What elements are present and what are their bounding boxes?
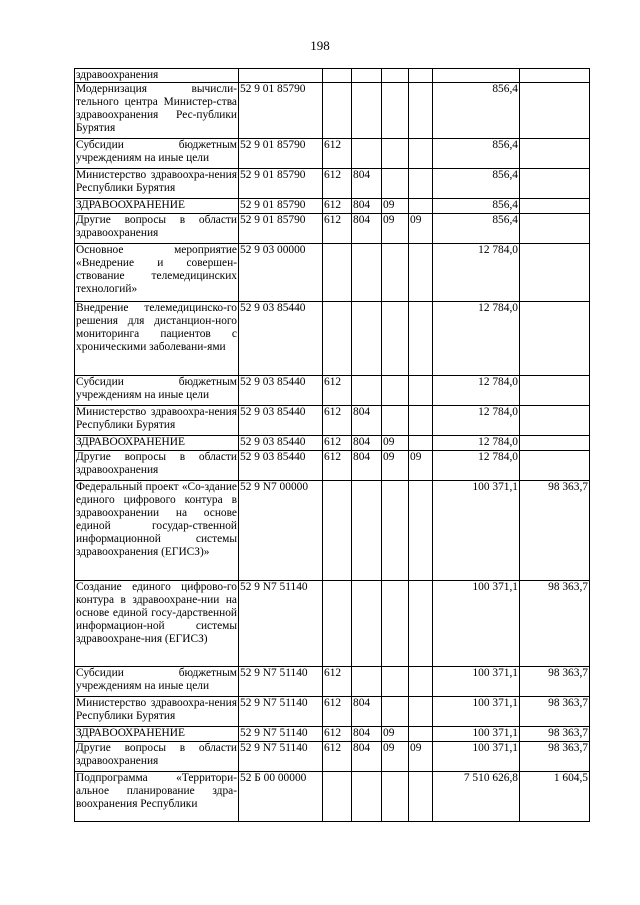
ministry-code-cell: 804 — [352, 169, 382, 199]
amount-second-cell — [520, 214, 590, 244]
table-row — [75, 451, 590, 481]
target-article-code-cell: 52 9 N7 51140 — [239, 667, 323, 697]
row-name-cell: Основное мероприятие «Внедрение и совершен-ствование телемедицинских технологий» — [75, 244, 239, 302]
expense-type-code-cell — [323, 772, 352, 822]
amount-second-cell — [520, 139, 590, 169]
subsection-code-cell — [409, 69, 433, 83]
row-name-cell: Внедрение телемедицинско-го решения для дистанцион-ного мониторинга пациентов с хроническими заболевани-ями — [75, 302, 239, 376]
table-row — [75, 169, 590, 199]
ministry-code-cell: 804 — [352, 742, 382, 772]
subsection-code-cell: 09 — [409, 451, 433, 481]
subsection-code-cell — [409, 302, 433, 376]
subsection-code-cell — [409, 727, 433, 742]
row-name-cell: Другие вопросы в области здравоохранения — [75, 214, 239, 244]
amount-first-cell: 12 784,0 — [433, 451, 520, 481]
amount-first-cell — [433, 69, 520, 83]
subsection-code-cell — [409, 481, 433, 581]
target-article-code-cell: 52 9 03 85440 — [239, 302, 323, 376]
subsection-code-cell — [409, 139, 433, 169]
expense-type-code-cell: 612 — [323, 376, 352, 406]
table-row — [75, 406, 590, 436]
target-article-code-cell: 52 9 03 85440 — [239, 451, 323, 481]
row-name-cell: Министерство здравоохра-нения Республики Бурятия — [75, 697, 239, 727]
amount-second-cell: 98 363,7 — [520, 742, 590, 772]
ministry-code-cell — [352, 302, 382, 376]
section-code-cell — [382, 244, 409, 302]
amount-second-cell: 98 363,7 — [520, 581, 590, 667]
amount-second-cell — [520, 302, 590, 376]
expense-type-code-cell: 612 — [323, 697, 352, 727]
amount-second-cell — [520, 69, 590, 83]
expense-type-code-cell: 612 — [323, 199, 352, 214]
section-code-cell — [382, 772, 409, 822]
row-name-cell: ЗДРАВООХРАНЕНИЕ — [75, 436, 239, 451]
target-article-code-cell: 52 9 01 85790 — [239, 214, 323, 244]
expense-type-code-cell: 612 — [323, 742, 352, 772]
expense-type-code-cell: 612 — [323, 436, 352, 451]
amount-first-cell: 856,4 — [433, 139, 520, 169]
row-name-cell: здравоохранения — [75, 69, 239, 83]
amount-first-cell: 856,4 — [433, 169, 520, 199]
table-row — [75, 83, 590, 139]
row-name-cell: Другие вопросы в области здравоохранения — [75, 742, 239, 772]
subsection-code-cell — [409, 581, 433, 667]
expense-type-code-cell — [323, 83, 352, 139]
section-code-cell — [382, 697, 409, 727]
row-name-cell: Субсидии бюджетным учреждениям на иные цели — [75, 376, 239, 406]
section-code-cell — [382, 69, 409, 83]
ministry-code-cell: 804 — [352, 697, 382, 727]
table-row — [75, 436, 590, 451]
target-article-code-cell: 52 9 01 85790 — [239, 199, 323, 214]
target-article-code-cell: 52 Б 00 00000 — [239, 772, 323, 822]
target-article-code-cell: 52 9 01 85790 — [239, 139, 323, 169]
row-name-cell: Субсидии бюджетным учреждениям на иные цели — [75, 139, 239, 169]
row-name-cell: Министерство здравоохра-нения Республики Бурятия — [75, 169, 239, 199]
section-code-cell — [382, 139, 409, 169]
ministry-code-cell — [352, 772, 382, 822]
ministry-code-cell: 804 — [352, 406, 382, 436]
subsection-code-cell — [409, 244, 433, 302]
ministry-code-cell — [352, 69, 382, 83]
subsection-code-cell: 09 — [409, 214, 433, 244]
subsection-code-cell — [409, 406, 433, 436]
table-row — [75, 581, 590, 667]
subsection-code-cell — [409, 169, 433, 199]
ministry-code-cell: 804 — [352, 214, 382, 244]
budget-table — [74, 68, 590, 822]
amount-second-cell — [520, 451, 590, 481]
row-name-cell: Субсидии бюджетным учреждениям на иные цели — [75, 667, 239, 697]
section-code-cell — [382, 83, 409, 139]
ministry-code-cell — [352, 481, 382, 581]
ministry-code-cell: 804 — [352, 436, 382, 451]
ministry-code-cell — [352, 376, 382, 406]
table-row — [75, 727, 590, 742]
amount-second-cell — [520, 83, 590, 139]
target-article-code-cell: 52 9 01 85790 — [239, 169, 323, 199]
target-article-code-cell: 52 9 03 85440 — [239, 406, 323, 436]
table-row — [75, 214, 590, 244]
section-code-cell — [382, 581, 409, 667]
expense-type-code-cell: 612 — [323, 169, 352, 199]
table-row — [75, 244, 590, 302]
amount-first-cell: 100 371,1 — [433, 697, 520, 727]
row-name-cell: Подпрограмма «Территори-альное планирование здра-воохранения Республики — [75, 772, 239, 822]
section-code-cell: 09 — [382, 451, 409, 481]
amount-first-cell: 856,4 — [433, 83, 520, 139]
subsection-code-cell — [409, 83, 433, 139]
expense-type-code-cell — [323, 69, 352, 83]
table-body — [75, 69, 590, 822]
amount-second-cell — [520, 244, 590, 302]
ministry-code-cell: 804 — [352, 727, 382, 742]
amount-second-cell — [520, 406, 590, 436]
target-article-code-cell: 52 9 N7 00000 — [239, 481, 323, 581]
target-article-code-cell: 52 9 N7 51140 — [239, 581, 323, 667]
target-article-code-cell: 52 9 03 85440 — [239, 436, 323, 451]
expense-type-code-cell — [323, 481, 352, 581]
table-row — [75, 667, 590, 697]
amount-second-cell: 98 363,7 — [520, 481, 590, 581]
amount-first-cell: 100 371,1 — [433, 667, 520, 697]
ministry-code-cell — [352, 667, 382, 697]
row-name-cell: ЗДРАВООХРАНЕНИЕ — [75, 727, 239, 742]
expense-type-code-cell: 612 — [323, 667, 352, 697]
subsection-code-cell — [409, 376, 433, 406]
amount-first-cell: 12 784,0 — [433, 406, 520, 436]
ministry-code-cell — [352, 139, 382, 169]
table-row — [75, 199, 590, 214]
table-row — [75, 139, 590, 169]
amount-second-cell — [520, 376, 590, 406]
row-name-cell: Создание единого цифрово-го контура в здравоохране-нии на основе единой госу-дарственной информацион-ной системы здравоохране-ния (ЕГИСЗ) — [75, 581, 239, 667]
section-code-cell: 09 — [382, 199, 409, 214]
expense-type-code-cell: 612 — [323, 139, 352, 169]
expense-type-code-cell — [323, 302, 352, 376]
section-code-cell — [382, 406, 409, 436]
amount-second-cell — [520, 436, 590, 451]
row-name-cell: Министерство здравоохра-нения Республики Бурятия — [75, 406, 239, 436]
amount-second-cell: 98 363,7 — [520, 727, 590, 742]
subsection-code-cell — [409, 667, 433, 697]
section-code-cell — [382, 376, 409, 406]
amount-first-cell: 100 371,1 — [433, 481, 520, 581]
row-name-cell: ЗДРАВООХРАНЕНИЕ — [75, 199, 239, 214]
ministry-code-cell: 804 — [352, 451, 382, 481]
amount-first-cell: 856,4 — [433, 199, 520, 214]
amount-second-cell: 1 604,5 — [520, 772, 590, 822]
table-row — [75, 697, 590, 727]
amount-first-cell: 7 510 626,8 — [433, 772, 520, 822]
target-article-code-cell: 52 9 N7 51140 — [239, 697, 323, 727]
subsection-code-cell — [409, 772, 433, 822]
section-code-cell: 09 — [382, 742, 409, 772]
row-name-cell: Федеральный проект «Со-здание единого цифрового контура в здравоохранении на основе единой государ-ственной информационной системы здравоохранения (ЕГИСЗ)» — [75, 481, 239, 581]
amount-second-cell: 98 363,7 — [520, 697, 590, 727]
amount-first-cell: 12 784,0 — [433, 302, 520, 376]
expense-type-code-cell: 612 — [323, 214, 352, 244]
subsection-code-cell: 09 — [409, 742, 433, 772]
section-code-cell: 09 — [382, 727, 409, 742]
table-row — [75, 772, 590, 822]
row-name-cell: Модернизация вычисли-тельного центра Министер-ства здравоохранения Рес-публики Бурятия — [75, 83, 239, 139]
amount-first-cell: 12 784,0 — [433, 376, 520, 406]
target-article-code-cell: 52 9 03 85440 — [239, 376, 323, 406]
target-article-code-cell: 52 9 N7 51140 — [239, 742, 323, 772]
amount-first-cell: 100 371,1 — [433, 727, 520, 742]
amount-second-cell — [520, 169, 590, 199]
amount-second-cell — [520, 199, 590, 214]
table-row — [75, 481, 590, 581]
section-code-cell — [382, 169, 409, 199]
section-code-cell: 09 — [382, 436, 409, 451]
expense-type-code-cell: 612 — [323, 451, 352, 481]
subsection-code-cell — [409, 436, 433, 451]
ministry-code-cell — [352, 244, 382, 302]
expense-type-code-cell: 612 — [323, 406, 352, 436]
amount-first-cell: 856,4 — [433, 214, 520, 244]
amount-second-cell: 98 363,7 — [520, 667, 590, 697]
subsection-code-cell — [409, 697, 433, 727]
table-row — [75, 742, 590, 772]
target-article-code-cell: 52 9 03 00000 — [239, 244, 323, 302]
page-number: 198 — [310, 38, 330, 53]
section-code-cell — [382, 302, 409, 376]
amount-first-cell: 12 784,0 — [433, 244, 520, 302]
amount-first-cell: 100 371,1 — [433, 581, 520, 667]
table-row — [75, 69, 590, 83]
section-code-cell — [382, 481, 409, 581]
table-row — [75, 376, 590, 406]
amount-first-cell: 100 371,1 — [433, 742, 520, 772]
target-article-code-cell: 52 9 N7 51140 — [239, 727, 323, 742]
row-name-cell: Другие вопросы в области здравоохранения — [75, 451, 239, 481]
subsection-code-cell — [409, 199, 433, 214]
section-code-cell: 09 — [382, 214, 409, 244]
ministry-code-cell — [352, 83, 382, 139]
amount-first-cell: 12 784,0 — [433, 436, 520, 451]
expense-type-code-cell — [323, 581, 352, 667]
target-article-code-cell: 52 9 01 85790 — [239, 83, 323, 139]
expense-type-code-cell: 612 — [323, 727, 352, 742]
section-code-cell — [382, 667, 409, 697]
table-row — [75, 302, 590, 376]
expense-type-code-cell — [323, 244, 352, 302]
target-article-code-cell — [239, 69, 323, 83]
ministry-code-cell: 804 — [352, 199, 382, 214]
ministry-code-cell — [352, 581, 382, 667]
